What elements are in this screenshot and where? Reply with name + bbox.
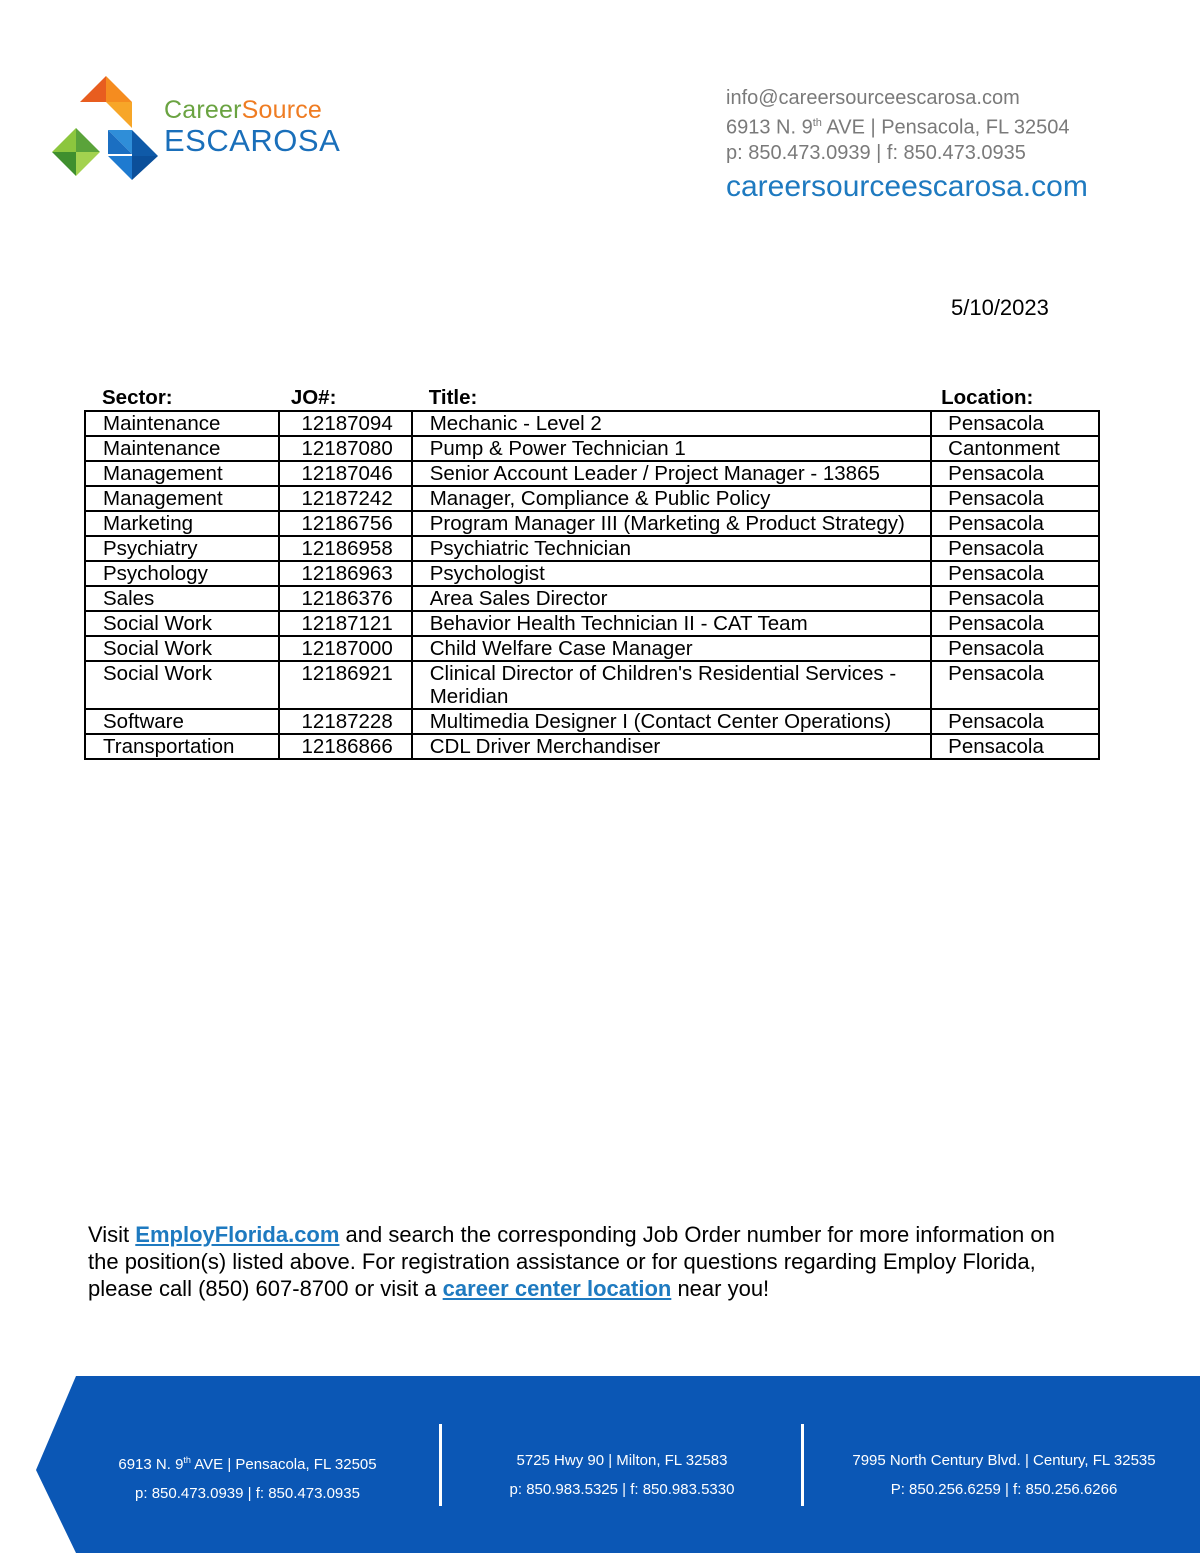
- employflorida-link[interactable]: EmployFlorida.com: [135, 1222, 340, 1247]
- cell-sector: Social Work: [85, 661, 279, 709]
- cell-location: Pensacola: [931, 734, 1099, 759]
- table-row: [85, 461, 1099, 486]
- cell-title: Mechanic - Level 2: [412, 411, 931, 436]
- cell-jo: 12186756: [279, 511, 412, 536]
- cell-location: Pensacola: [931, 536, 1099, 561]
- logo-diamond-icon: [50, 72, 162, 184]
- cell-title: Psychiatric Technician: [412, 536, 931, 561]
- cell-jo: 12186866: [279, 734, 412, 759]
- cell-title: Pump & Power Technician 1: [412, 436, 931, 461]
- cell-location: Pensacola: [931, 611, 1099, 636]
- career-center-location-link[interactable]: career center location: [442, 1276, 672, 1301]
- job-orders-table: [84, 383, 1100, 760]
- cell-location: Pensacola: [931, 411, 1099, 436]
- footer-pensacola: 6913 N. 9th AVE | Pensacola, FL 32505 p: 850.473.0939 | f: 850.473.0935: [118, 1455, 377, 1502]
- cell-location: Pensacola: [931, 461, 1099, 486]
- table-row: [85, 611, 1099, 636]
- cell-sector: Transportation: [85, 734, 279, 759]
- cell-jo: 12187080: [279, 436, 412, 461]
- cell-jo: 12187046: [279, 461, 412, 486]
- cell-location: Cantonment: [931, 436, 1099, 461]
- cell-sector: Software: [85, 709, 279, 734]
- cell-title: Psychologist: [412, 561, 931, 586]
- cell-location: Pensacola: [931, 561, 1099, 586]
- table-row: [85, 734, 1099, 759]
- cell-sector: Maintenance: [85, 411, 279, 436]
- header-jo: JO#:: [290, 386, 337, 409]
- contact-address: 6913 N. 9th AVE | Pensacola, FL 32504: [726, 116, 1070, 139]
- cell-sector: Maintenance: [85, 436, 279, 461]
- cell-jo: 12187121: [279, 611, 412, 636]
- cell-jo: 12187242: [279, 486, 412, 511]
- footer-century: 7995 North Century Blvd. | Century, FL 32535 P: 850.256.6259 | f: 850.256.6266: [852, 1452, 1156, 1498]
- cell-location: Pensacola: [931, 586, 1099, 611]
- cell-title: Senior Account Leader / Project Manager - 13865: [412, 461, 931, 486]
- cell-jo: 12187000: [279, 636, 412, 661]
- cell-sector: Social Work: [85, 611, 279, 636]
- table-row: [85, 636, 1099, 661]
- footer-divider: [801, 1424, 804, 1506]
- cell-location: Pensacola: [931, 636, 1099, 661]
- footer-divider: [439, 1424, 442, 1506]
- cell-title: Multimedia Designer I (Contact Center Operations): [412, 709, 931, 734]
- cell-sector: Management: [85, 486, 279, 511]
- contact-email[interactable]: info@careersourceescarosa.com: [726, 87, 1020, 109]
- cell-title: Area Sales Director: [412, 586, 931, 611]
- brand-source: Source: [241, 96, 323, 124]
- footer-milton: 5725 Hwy 90 | Milton, FL 32583 p: 850.983.5325 | f: 850.983.5330: [509, 1452, 735, 1498]
- visit-note: Visit EmployFlorida.com and search the corresponding Job Order number for more information on the position(s) listed above. For registration assistance or for questions regarding Employ Florida, please call (850) 607-8700 or visit a career center location near you!: [88, 1222, 1055, 1301]
- cell-title: Behavior Health Technician II - CAT Team: [412, 611, 931, 636]
- cell-title: CDL Driver Merchandiser: [412, 734, 931, 759]
- cell-location: Pensacola: [931, 709, 1099, 734]
- cell-title: Child Welfare Case Manager: [412, 636, 931, 661]
- brand-career: Career: [164, 96, 242, 124]
- cell-jo: 12186963: [279, 561, 412, 586]
- table-row: [85, 536, 1099, 561]
- table-row: [85, 661, 1099, 709]
- cell-sector: Psychiatry: [85, 536, 279, 561]
- cell-location: Pensacola: [931, 511, 1099, 536]
- document-date: 5/10/2023: [951, 295, 1049, 320]
- header-contact: [726, 86, 1088, 204]
- header-title: Title:: [428, 386, 478, 409]
- table-header-row: [85, 383, 1099, 411]
- cell-sector: Social Work: [85, 636, 279, 661]
- cell-location: Pensacola: [931, 486, 1099, 511]
- careersource-logo: [50, 72, 350, 184]
- cell-jo: 12187094: [279, 411, 412, 436]
- cell-sector: Marketing: [85, 511, 279, 536]
- cell-jo: 12186958: [279, 536, 412, 561]
- table-row: [85, 436, 1099, 461]
- cell-jo: 12186921: [279, 661, 412, 709]
- header-sector: Sector:: [102, 386, 173, 409]
- cell-sector: Sales: [85, 586, 279, 611]
- cell-sector: Management: [85, 461, 279, 486]
- header-location: Location:: [941, 386, 1034, 409]
- table-row: [85, 411, 1099, 436]
- table-row: [85, 561, 1099, 586]
- table-row: [85, 586, 1099, 611]
- table-row: [85, 486, 1099, 511]
- table-row: [85, 511, 1099, 536]
- contact-phones: p: 850.473.0939 | f: 850.473.0935: [726, 141, 1026, 164]
- cell-location: Pensacola: [931, 661, 1099, 709]
- cell-title: Program Manager III (Marketing & Product Strategy): [412, 511, 931, 536]
- brand-escarosa: ESCAROSA: [164, 123, 341, 158]
- footer-banner: [0, 1376, 1200, 1553]
- cell-jo: 12187228: [279, 709, 412, 734]
- table-row: [85, 709, 1099, 734]
- contact-website[interactable]: careersourceescarosa.com: [726, 169, 1088, 203]
- cell-jo: 12186376: [279, 586, 412, 611]
- cell-title: Manager, Compliance & Public Policy: [412, 486, 931, 511]
- cell-title: Clinical Director of Children's Residential Services - Meridian: [412, 661, 931, 709]
- cell-sector: Psychology: [85, 561, 279, 586]
